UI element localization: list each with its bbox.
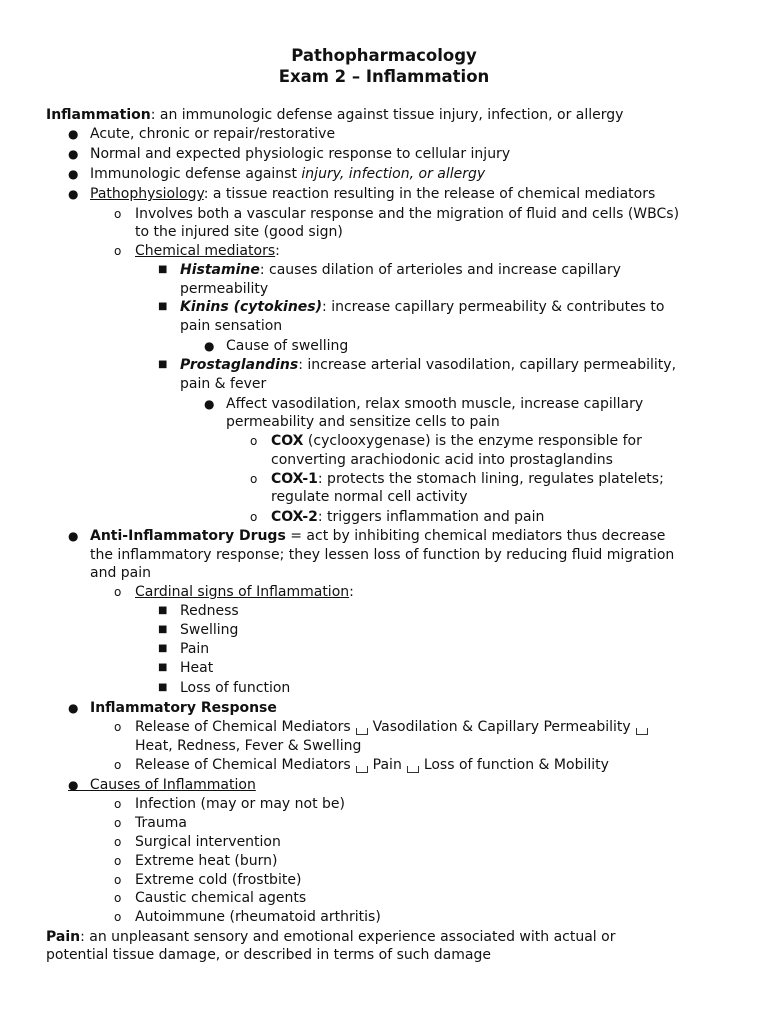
list-item: Involves both a vascular response and the migration of fluid and cells (WBCs) [135, 206, 680, 222]
bullet-circle: o [114, 816, 122, 830]
list-item: Normal and expected physiologic response to cellular injury [90, 146, 511, 162]
arrow-icon [356, 728, 368, 735]
cox1-term: COX-1 [271, 471, 318, 487]
bullet-disc: ● [204, 397, 215, 411]
cox1-def: : protects the stomach lining, regulates platelets; [317, 471, 664, 487]
bullet-circle: o [114, 585, 122, 599]
bullet-disc: ● [68, 187, 79, 201]
bullet-square: ■ [158, 605, 168, 616]
list-item: Heat [180, 660, 214, 676]
kinins-term: Kinins (cytokines) [180, 299, 323, 315]
list-item [135, 242, 280, 261]
pain-definition [46, 928, 615, 947]
list-item: Trauma [135, 815, 187, 831]
bullet-circle: o [114, 854, 122, 868]
list-item-continuation: Heat, Redness, Fever & Swelling [135, 738, 362, 754]
histamine-term: Histamine [180, 262, 260, 278]
anti-inflammatory-term: Anti-Inflammatory Drugs [90, 528, 286, 544]
arrow-icon [636, 728, 648, 735]
chemical-mediators-term: Chemical mediators [135, 243, 276, 259]
list-item: Extreme heat (burn) [135, 853, 278, 869]
immunologic-prefix: Immunologic defense against [90, 166, 302, 182]
list-item: Acute, chronic or repair/restorative [90, 126, 336, 142]
list-item [90, 185, 655, 204]
bullet-circle: o [250, 434, 258, 448]
list-item: Pain [180, 641, 210, 657]
bullet-circle: o [114, 758, 122, 772]
list-item [180, 298, 664, 317]
bullet-circle: o [250, 510, 258, 524]
bullet-disc: ● [68, 127, 79, 141]
bullet-disc: ● [204, 339, 215, 353]
bullet-disc: ● [68, 167, 79, 181]
bullet-circle: o [114, 207, 122, 221]
pain-term: Pain [46, 929, 81, 945]
arrow-icon [407, 766, 419, 773]
list-item: Redness [180, 603, 239, 619]
list-item: Autoimmune (rheumatoid arthritis) [135, 909, 381, 925]
cox2-def: : triggers inflammation and pain [317, 509, 545, 525]
bullet-square: ■ [158, 643, 168, 654]
list-item-continuation: permeability and sensitize cells to pain [226, 414, 500, 430]
bullet-circle: o [114, 244, 122, 258]
chemical-mediators-colon: : [275, 243, 280, 259]
list-item [271, 470, 664, 489]
bullet-square: ■ [158, 359, 168, 370]
causes-heading [68, 776, 256, 795]
list-item-continuation: regulate normal cell activity [271, 489, 468, 505]
cox-def: (cyclooxygenase) is the enzyme responsible for [303, 433, 642, 449]
prostaglandins-def: : increase arterial vasodilation, capillary permeability, [298, 357, 677, 373]
cardinal-signs-colon: : [349, 584, 354, 600]
list-item-continuation: to the injured site (good sign) [135, 224, 343, 240]
inflammation-definition-text: : an immunologic defense against tissue injury, infection, or allergy [150, 107, 624, 123]
list-item: Infection (may or may not be) [135, 796, 345, 812]
histamine-def: : causes dilation of arterioles and increase capillary [259, 262, 621, 278]
bullet-square: ■ [158, 662, 168, 673]
list-item: Affect vasodilation, relax smooth muscle, increase capillary [226, 396, 644, 412]
arrow-icon [356, 766, 368, 773]
pathophysiology-def: : a tissue reaction resulting in the release of chemical mediators [203, 186, 656, 202]
bullet-disc: ● [68, 701, 79, 715]
list-item [90, 527, 665, 546]
bullet-circle: o [114, 873, 122, 887]
list-item [180, 261, 621, 280]
list-item: Cause of swelling [226, 338, 349, 354]
list-item [135, 756, 609, 775]
bullet-square: ■ [158, 301, 168, 312]
list-item [271, 432, 642, 451]
anti-inflammatory-def: = act by inhibiting chemical mediators thus decrease [285, 528, 666, 544]
pain-definition-continuation: potential tissue damage, or described in terms of such damage [46, 947, 491, 963]
document-subtitle: Exam 2 – Inflammation [278, 67, 490, 86]
bullet-square: ■ [158, 264, 168, 275]
list-item-continuation: and pain [90, 565, 152, 581]
list-item-continuation: permeability [180, 281, 269, 297]
list-item-continuation: pain sensation [180, 318, 283, 334]
list-item-continuation: pain & fever [180, 376, 267, 392]
list-item: Extreme cold (frostbite) [135, 872, 302, 888]
bullet-disc: ● [68, 147, 79, 161]
response-step: Pain [372, 757, 402, 773]
immunologic-italic: injury, infection, or allergy [301, 166, 486, 182]
bullet-square: ■ [158, 624, 168, 635]
list-item-continuation: the inflammatory response; they lessen loss of function by reducing fluid migration [90, 547, 675, 563]
pathophysiology-term: Pathophysiology [90, 186, 204, 202]
bullet-disc: ● [68, 529, 79, 543]
list-item [135, 583, 354, 602]
cox2-term: COX-2 [271, 509, 318, 525]
bullet-circle: o [114, 835, 122, 849]
response-step: Vasodilation & Capillary Permeability [372, 719, 631, 735]
bullet-circle: o [250, 472, 258, 486]
bullet-circle: o [114, 891, 122, 905]
list-item [180, 356, 676, 375]
inflammatory-response-term: Inflammatory Response [90, 700, 277, 716]
response-step: Release of Chemical Mediators [135, 757, 351, 773]
list-item: Loss of function [180, 680, 291, 696]
list-item: Caustic chemical agents [135, 890, 307, 906]
document-title: Pathopharmacology [291, 46, 477, 65]
response-step: Loss of function & Mobility [423, 757, 609, 773]
bullet-circle: o [114, 910, 122, 924]
cardinal-signs-term: Cardinal signs of Inflammation [135, 584, 350, 600]
list-item [135, 718, 653, 737]
kinins-def: : increase capillary permeability & contributes to [322, 299, 665, 315]
list-item [90, 165, 485, 184]
inflammation-term: Inflammation [46, 107, 151, 123]
response-step: Release of Chemical Mediators [135, 719, 351, 735]
bullet-disc: ● [68, 778, 90, 792]
bullet-square: ■ [158, 682, 168, 693]
causes-term: Causes of Inflammation [89, 777, 256, 793]
list-item: Swelling [180, 622, 239, 638]
pain-def: : an unpleasant sensory and emotional experience associated with actual or [80, 929, 616, 945]
cox-term: COX [271, 433, 304, 449]
list-item: Surgical intervention [135, 834, 281, 850]
prostaglandins-term: Prostaglandins [180, 357, 299, 373]
list-item-continuation: converting arachiodonic acid into prostaglandins [271, 452, 613, 468]
list-item [271, 508, 544, 527]
bullet-circle: o [114, 720, 122, 734]
inflammation-definition [46, 106, 623, 125]
bullet-circle: o [114, 797, 122, 811]
